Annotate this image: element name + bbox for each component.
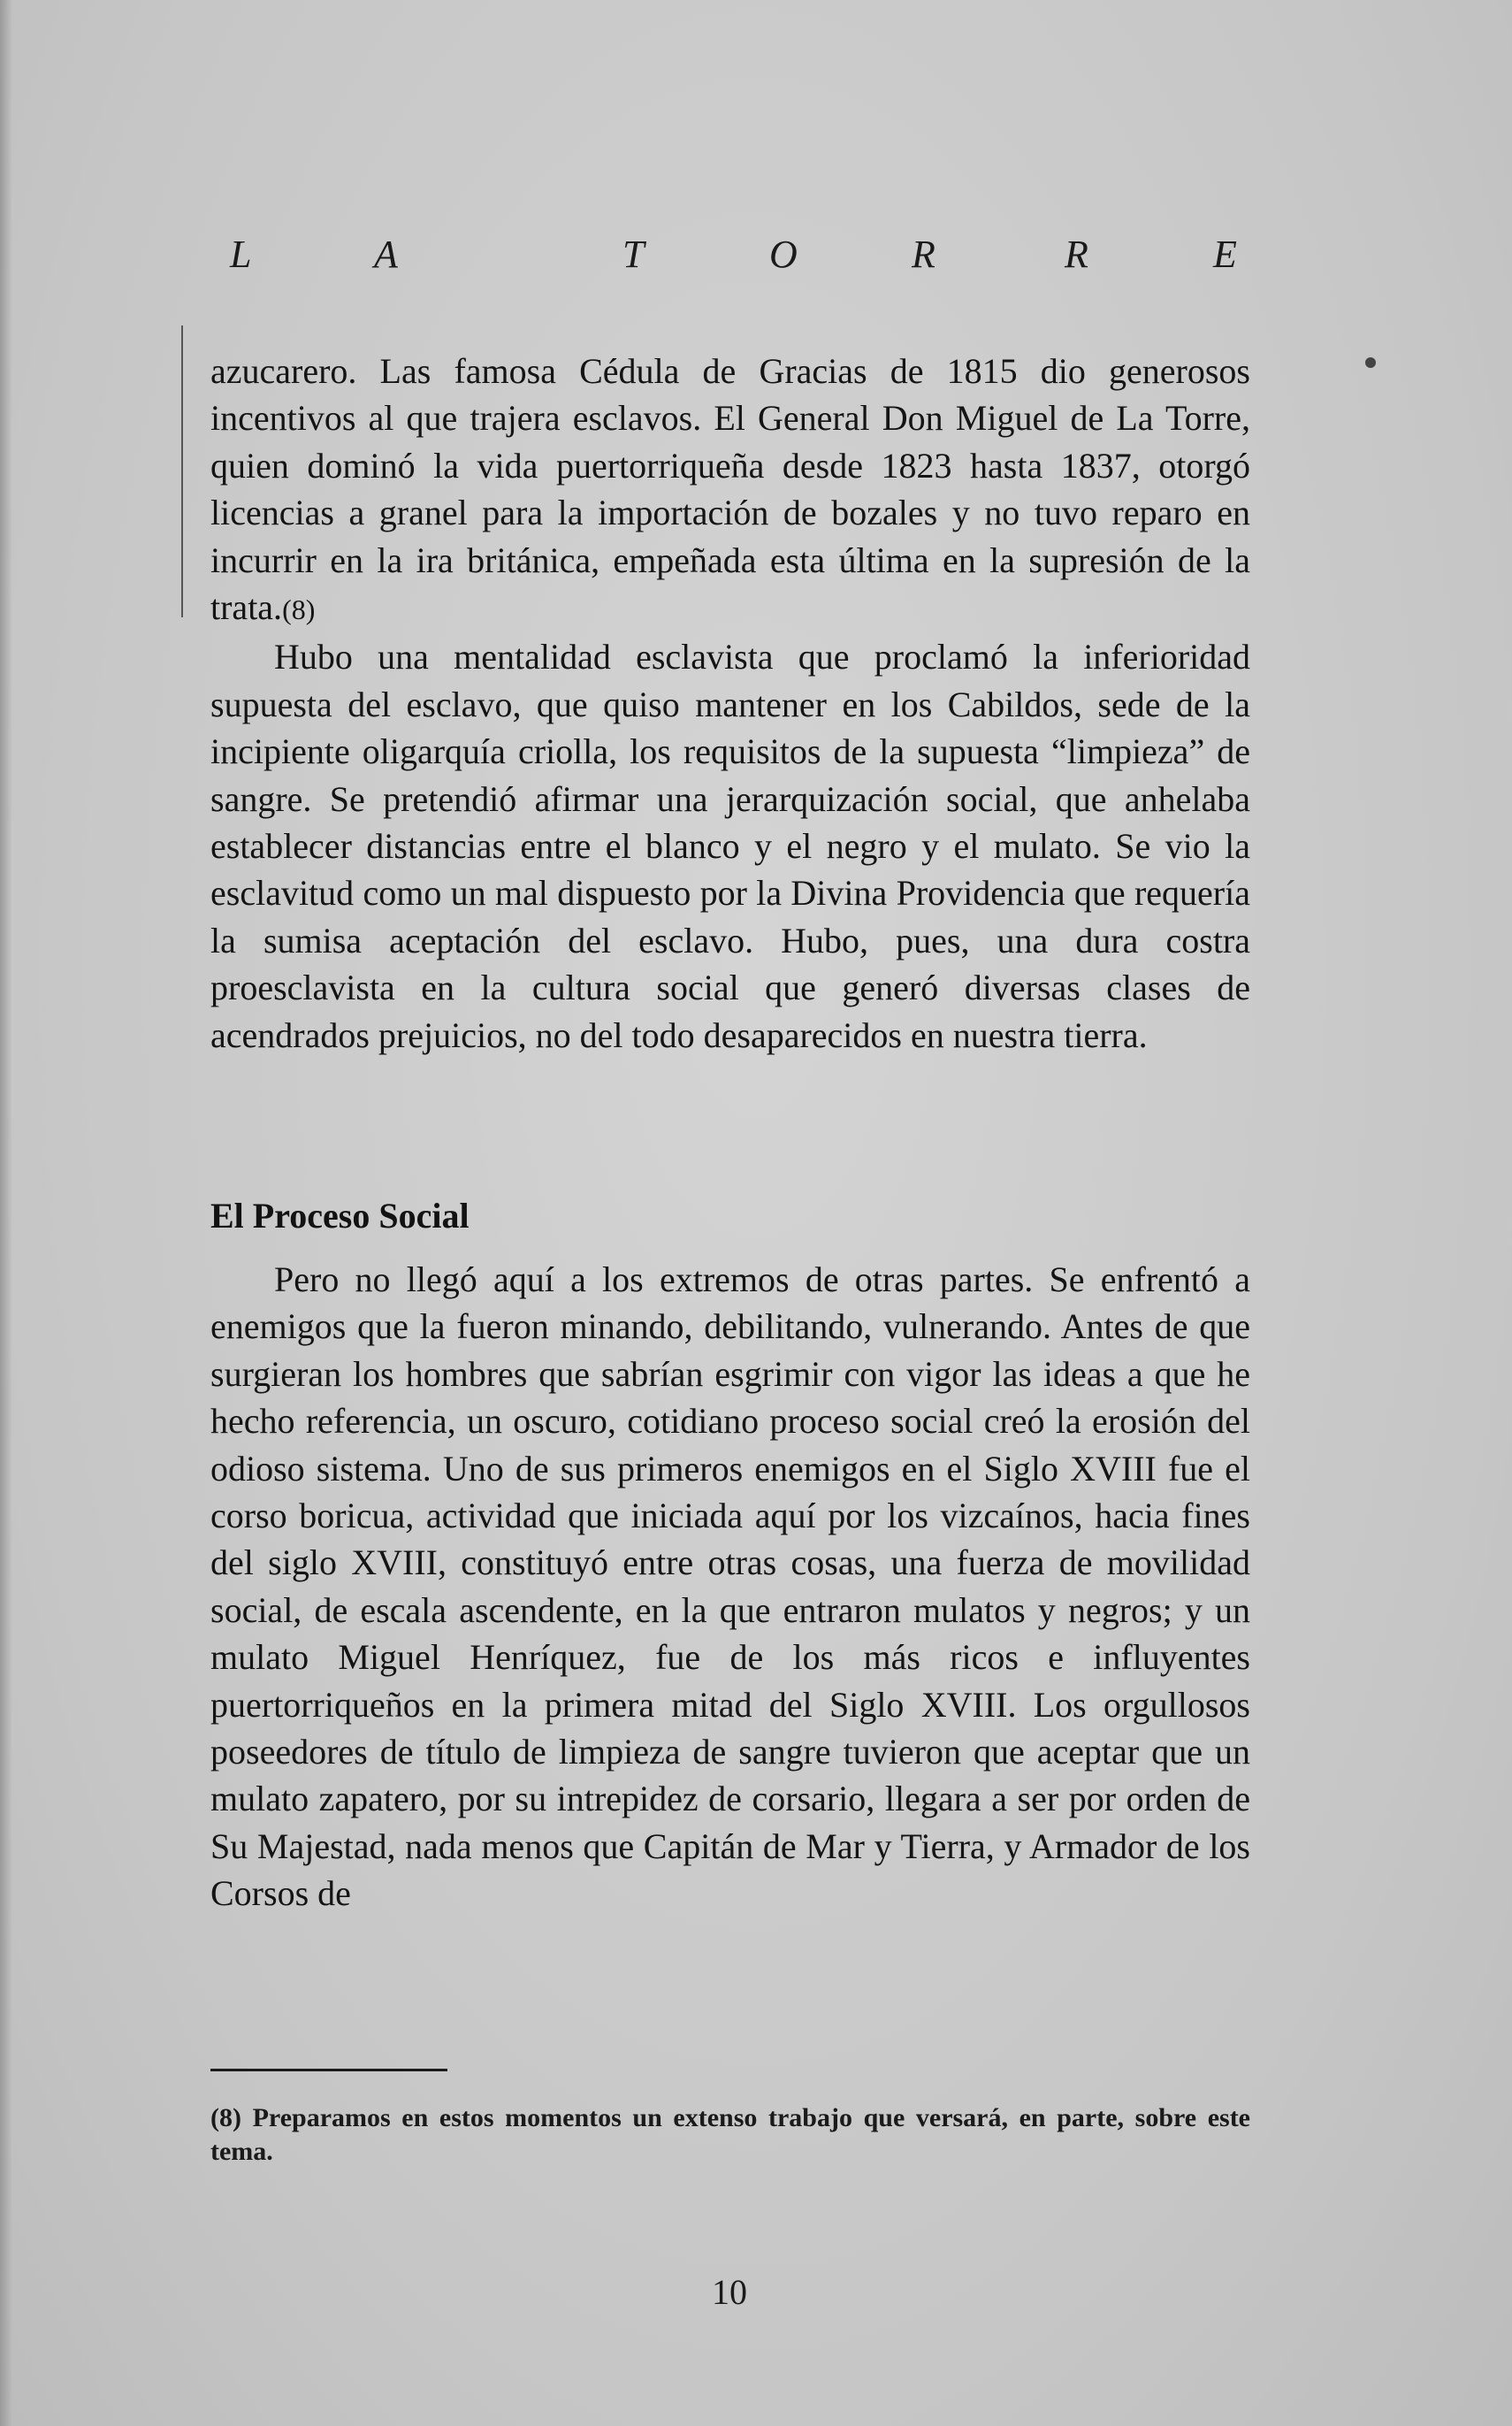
footnote: (8) Preparamos en estos momentos un extenso trabajo que versará, en parte, sobre este tema. xyxy=(210,2103,1250,2166)
section-heading: El Proceso Social xyxy=(210,1196,470,1236)
margin-dot-mark xyxy=(1365,357,1376,368)
running-head-letter: T xyxy=(622,233,645,276)
paragraph: Hubo una mentalidad esclavista que proclamó la inferioridad supuesta del esclavo, que quiso mantener en los Cabildos, sede de la incipiente oligarquía criolla, los requisitos de la supuesta “limpieza” de sangre. Se pretendió afirmar una jerarquización social, que anhelaba establecer distancias entre el blanco y el negro y el mulato. Se vio la esclavitud como un mal dispuesto por la Divina Providencia que requería la sumisa aceptación del esclavo. Hubo, pues, una dura costra proesclavista en la cultura social que generó diversas clases de acendrados prejuicios, no del todo desaparecidos en nuestra tierra. xyxy=(210,637,1250,1055)
running-head-letter: O xyxy=(769,233,798,276)
paragraph: Pero no llegó aquí a los extremos de otras partes. Se enfrentó a enemigos que la fueron minando, debilitando, vulnerando. Antes de que surgieran los hombres que sabrían esgrimir con vigor las ideas a que he hecho referencia, un oscuro, cotidiano proceso social creó la erosión del odioso sistema. Uno de sus primeros enemigos en el Siglo XVIII fue el corso boricua, actividad que iniciada aquí por los vizcaínos, hacia fines del siglo XVIII, constituyó entre otras cosas, una fuerza de movilidad social, de escala ascendente, en la que entraron mulatos y negros; y un mulato Miguel Henríquez, fue de los más ricos e influyentes puertorriqueños en la primera mitad del Siglo XVIII. Los orgullosos poseedores de título de limpieza de sangre tuvieron que aceptar que un mulato zapatero, por su intrepidez de corsario, llegara a ser por orden de Su Majestad, nada menos que Capitán de Mar y Tierra, y Armador de los Corsos de xyxy=(210,1259,1250,1914)
page-edge-shadow xyxy=(0,0,12,2426)
paragraph xyxy=(210,348,1250,633)
running-head-letter: E xyxy=(1213,233,1237,276)
running-head-letter: R xyxy=(1065,233,1088,276)
body-text-bottom xyxy=(210,1256,1250,1917)
running-head-letter: L xyxy=(230,233,252,276)
running-head-letter: A xyxy=(374,233,398,276)
body-text-top xyxy=(210,348,1250,1059)
page-number: 10 xyxy=(712,2272,747,2312)
footnote-divider xyxy=(210,2069,447,2071)
paragraph-text: azucarero. Las famosa Cédula de Gracias de 1815 dio generosos incentivos al que trajera esclavos. El General Don Miguel de La Torre, quien dominó la vida puertorriqueña desde 1823 hasta 1837, otorgó licencias a granel para la importación de bozales y no tuvo reparo en incurrir en la ira británica, empeñada esta última en la supresión de la trata. xyxy=(210,351,1250,628)
margin-pencil-mark xyxy=(181,325,183,617)
footnote-reference: (8) xyxy=(282,593,316,626)
running-head xyxy=(210,232,1250,285)
running-head-letter: R xyxy=(912,233,935,276)
